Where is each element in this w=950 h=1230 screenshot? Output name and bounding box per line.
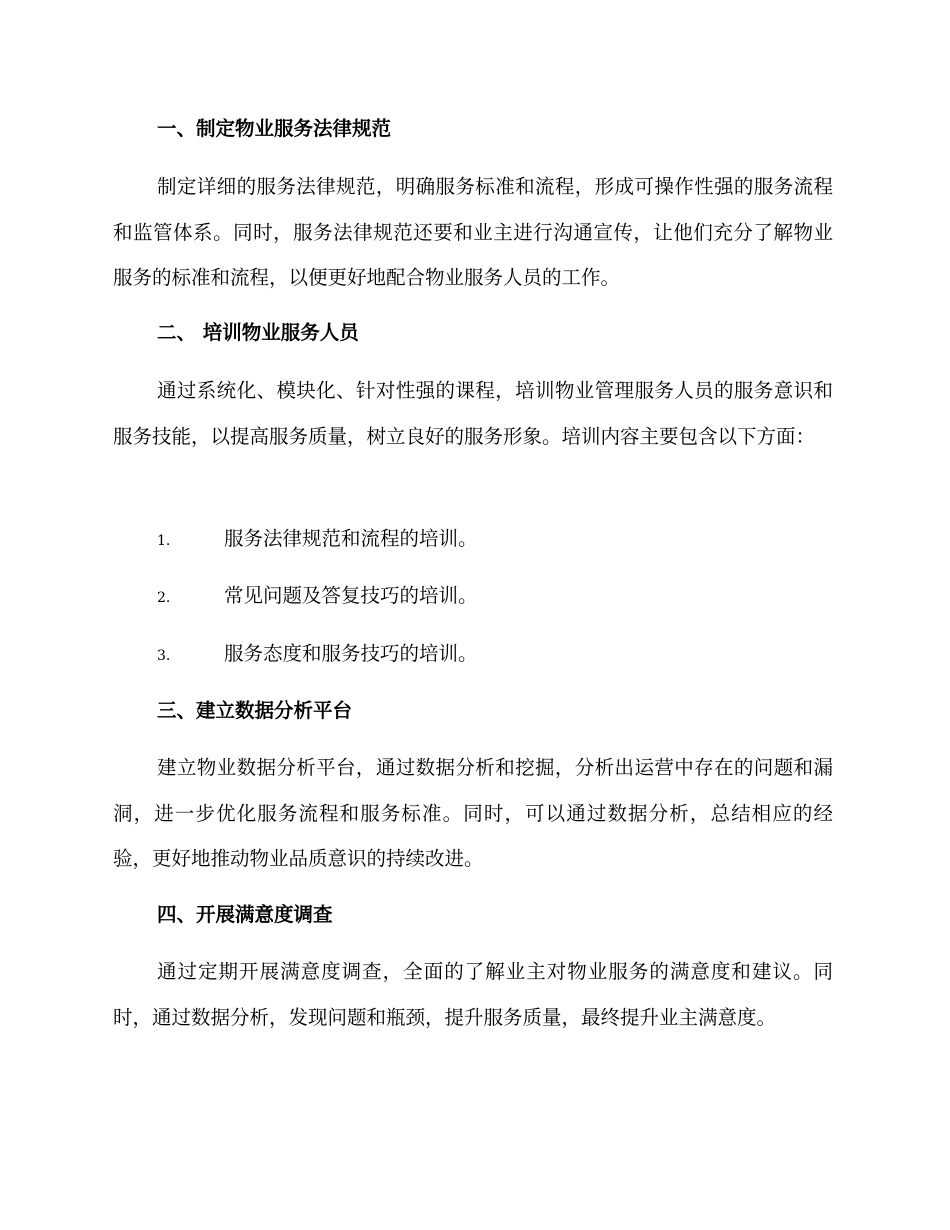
section-paragraph-1: 制定详细的服务法律规范，明确服务标准和流程，形成可操作性强的服务流程和监管体系。同时，服务法律规范还要和业主进行沟通宣传，让他们充分了解物业服务的标准和流程，以便更好地配合物业服务人员的工作。 [113,175,833,289]
list-text: 服务态度和服务技巧的培训。 [224,642,478,665]
list-text: 服务法律规范和流程的培训。 [224,527,478,550]
section-paragraph-3: 建立物业数据分析平台，通过数据分析和挖掘，分析出运营中存在的问题和漏洞，进一步优化服务流程和服务标准。同时，可以通过数据分析，总结相应的经验，更好地推动物业品质意识的持续改进。 [113,756,833,870]
section-heading-3: 三、建立数据分析平台 [157,699,353,722]
list-number: 3. [157,648,171,664]
section-paragraph-4: 通过定期开展满意度调查，全面的了解业主对物业服务的满意度和建议。同时，通过数据分析，发现问题和瓶颈，提升服务质量，最终提升业主满意度。 [113,960,833,1029]
list-number: 1. [157,533,171,549]
section-heading-4: 四、开展满意度调查 [157,903,333,926]
section-heading-1: 一、制定物业服务法律规范 [157,117,392,140]
section-heading-2: 二、 培训物业服务人员 [157,321,359,344]
list-number: 2. [157,590,171,606]
section-paragraph-2: 通过系统化、模块化、针对性强的课程，培训物业管理服务人员的服务意识和服务技能，以提高服务质量，树立良好的服务形象。培训内容主要包含以下方面： [113,379,833,448]
list-text: 常见问题及答复技巧的培训。 [224,584,478,607]
